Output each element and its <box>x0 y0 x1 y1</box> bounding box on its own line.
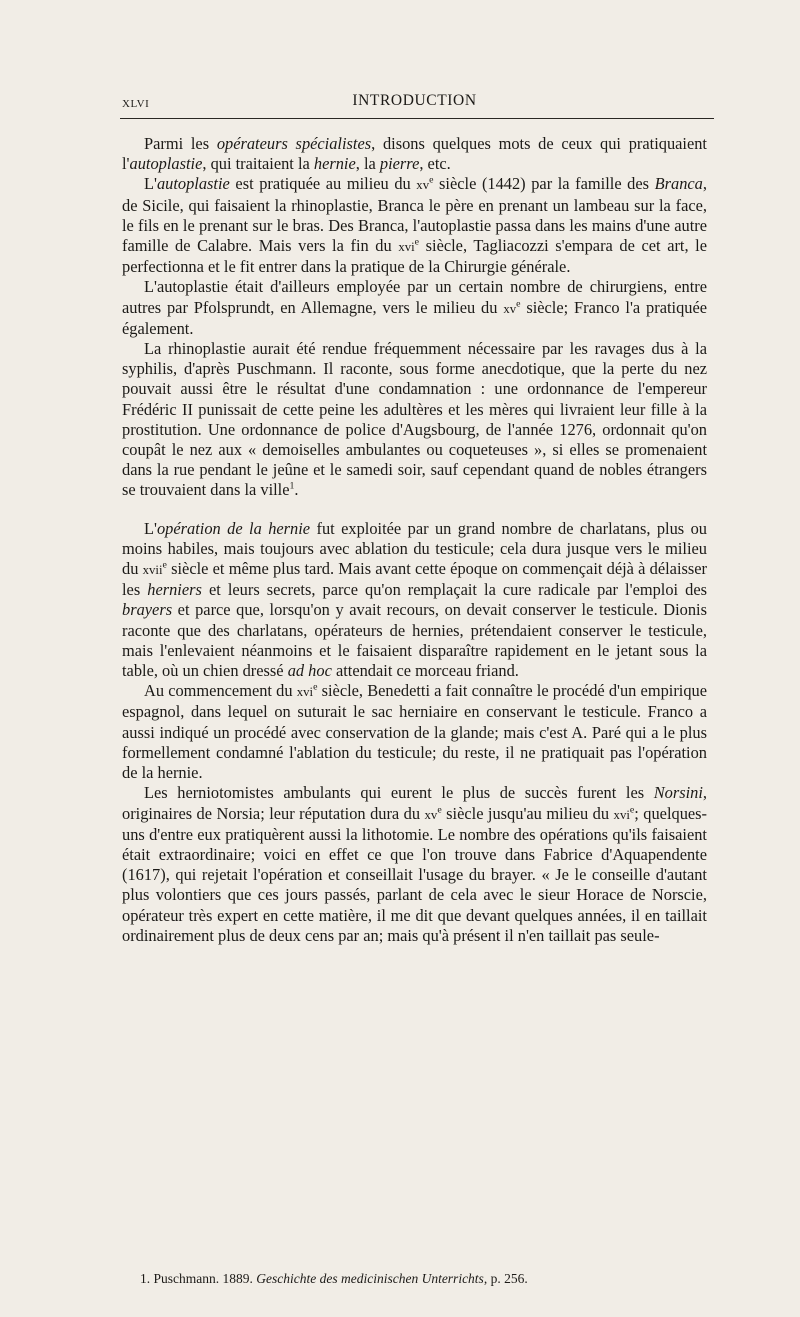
text-run: siècle, Tagliacozzi s'empara de cet art, le perfectionna et le fit entrer dans la pratique de la Chirurgie générale. <box>122 236 708 277</box>
text-run: Les herniotomistes ambulants qui eurent le plus de succès furent les <box>144 783 654 803</box>
italic-text: autoplastie <box>156 174 230 194</box>
text-run: ; quelques-uns d'entre eux pratiquèrent aussi la lithotomie. Le nombre des opérations qu'ils faisaient était extraordinaire; voici en effet ce que l'on trouve dans Fabrice d'Aquapendente (1617), qui rejetait l'opération et conseillait l'usage du brayer. « Je le conseille d'autant plus volontiers que ces jours passés, parlant de cela avec le sieur Horace de Norscie, opérateur très expert en cette matière, il me dit que devant quelques années, il en taillait ordinairement plus de deux cens par an; mais qu'à présent il n'en taillait pas seule- <box>122 803 708 945</box>
paragraph-p1 <box>122 134 707 174</box>
running-title: INTRODUCTION <box>352 92 477 109</box>
italic-text: brayers <box>122 600 173 620</box>
superscript: e <box>629 804 635 816</box>
paragraph-p4 <box>122 339 707 501</box>
footnote <box>140 1270 710 1288</box>
text-run: et leurs secrets, parce qu'on remplaçait la cure radicale par l'emploi des <box>201 580 707 600</box>
superscript: e <box>516 298 521 310</box>
text-run: , etc. <box>419 154 451 174</box>
superscript: 1 <box>289 480 295 492</box>
text-run: L'autoplastie était d'ailleurs employée par un certain nombre de chirurgiens, entre autres par Pfolsprundt, en Allemagne, vers le milieu du <box>122 277 707 317</box>
text-run: fut exploitée par un grand nombre de charlatans, plus ou moins habiles, mais toujours avec ablation du testicule; cela dura jusque vers le milieu du <box>122 518 708 579</box>
italic-text: autoplastie <box>129 154 203 174</box>
italic-text: Geschichte des medicinischen Unterrichts <box>256 1271 484 1286</box>
text-run: Au commencement du <box>144 681 297 701</box>
text-run: siècle; Franco l'a pratiquée également. <box>122 297 708 338</box>
superscript: e <box>437 804 442 816</box>
text-run: et parce que, lorsqu'on y avait recours, on devait conserver le testicule. Dionis raconte que des charlatans, opérateurs de hernies, prétendaient conserver le testicule, mais l'enlevaient néanmoins et le faisaient disparaître rapidement en le jetant sous la table, où un chien dressé <box>122 600 707 681</box>
text-run: , qui traitaient la <box>202 154 314 174</box>
italic-text: ad hoc <box>287 661 332 681</box>
italic-text: opérateurs spécialistes <box>216 134 372 153</box>
running-head <box>122 92 707 114</box>
text-run: xv <box>416 178 430 193</box>
text-run: La rhinoplastie aurait été rendue fréquemment nécessaire par les ravages dus à la syphilis, d'après Puschmann. Il raconte, sous forme anecdotique, que la perte du nez pouvait aussi être le résultat d'une condamnation : une ordonnance de l'empereur Frédéric II punissait de cette peine les adultères et les mères qui livraient leur fille à la prostitution. Une ordonnance de police d'Augsbourg, de l'année 1276, ordonnait qu'on coupât le nez aux « demoiselles ambulantes ou coqueteuses », si elles se promenaient dans la rue pendant le jeûne et le samedi soir, sauf cependant quand de nobles étrangers se trouvaient dans la ville <box>122 339 707 500</box>
text-run: est pratiquée au milieu du <box>229 174 417 194</box>
italic-text: pierre <box>379 154 420 174</box>
text-run: xv <box>424 807 438 822</box>
paragraph-p3 <box>122 277 707 339</box>
text-run: xvi <box>613 807 630 822</box>
page-number: XLVI <box>122 98 150 110</box>
header-rule <box>120 118 714 119</box>
text-run: xv <box>503 301 517 316</box>
text-run: , p. 256. <box>483 1271 528 1286</box>
superscript: e <box>429 174 434 186</box>
body-text <box>122 134 707 946</box>
paragraph-p2 <box>122 174 707 277</box>
superscript: e <box>162 559 167 571</box>
text-run: . <box>294 480 299 500</box>
italic-text: herniers <box>147 580 202 600</box>
paragraph-p5 <box>122 519 707 682</box>
text-run: xvi <box>296 685 314 700</box>
text-run: Parmi les <box>144 134 217 153</box>
text-run: , la <box>355 154 380 174</box>
italic-text: Norsini <box>653 783 703 803</box>
text-run: L' <box>144 174 157 194</box>
paragraph-p6 <box>122 681 707 783</box>
superscript: e <box>414 236 420 248</box>
text-run: attendait ce morceau friand. <box>331 661 519 681</box>
italic-text: opération de la hernie <box>156 518 311 538</box>
italic-text: hernie <box>313 154 356 174</box>
text-run: , originaires de Norsia; leur réputation dura du <box>122 783 707 823</box>
text-run: , disons quelques mots de ceux qui pratiquaient l' <box>122 134 707 174</box>
text-run: L' <box>144 518 157 538</box>
paragraph-p7 <box>122 783 707 946</box>
text-run: siècle et même plus tard. Mais avant cette époque on commençait déjà à délaisser les <box>122 559 707 600</box>
text-run: xvi <box>398 240 415 255</box>
superscript: e <box>313 681 318 693</box>
text-run: siècle jusqu'au milieu du <box>441 803 614 823</box>
text-run: , de Sicile, qui faisaient la rhinoplastie, Branca le père en prenant un lambeau sur la face, le fils en le prenant sur le bras. Des Branca, l'autoplastie passa dans les mains d'une autre famille de Calabre. Mais vers la fin du <box>122 174 707 256</box>
italic-text: Branca <box>654 174 703 194</box>
text-run: xvii <box>142 563 163 578</box>
text-run: 1. Puschmann. 1889. <box>140 1271 257 1286</box>
text-run: siècle (1442) par la famille des <box>433 174 655 194</box>
text-run: siècle, Benedetti a fait connaître le procédé d'un empirique espagnol, dans lequel on suturait le sac herniaire en conservant le testicule. Franco a aussi indiqué un procédé avec conservation de la glande; mais c'est A. Paré qui a le plus formellement condamné l'ablation du testicule; du reste, il ne pratiquait pas l'opération de la hernie. <box>122 681 707 783</box>
